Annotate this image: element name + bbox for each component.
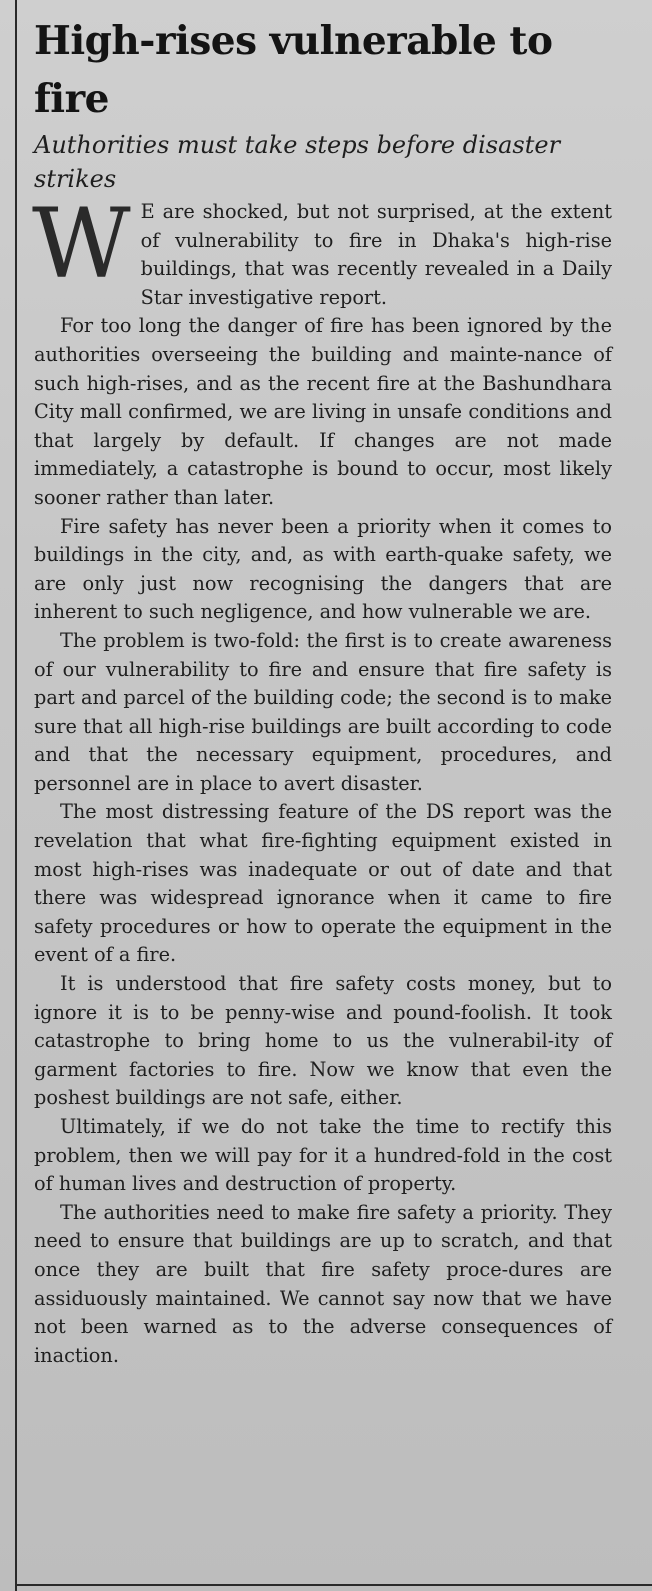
- paragraph-4: The problem is two-fold: the first is to create awareness of our vulnerability to fire and ensure that fire safety is part and parcel of the building code; the second is to make sure that all high-rise buildings are built according to code and that the necessary equipment, procedures, and personnel are in place to avert disaster.: [34, 628, 612, 795]
- paragraph-3: Fire safety has never been a priority when it comes to buildings in the city, and, as with earth-quake safety, we are only just now recognising the dangers that are inherent to such negligence, and how vulnerable we are.: [34, 514, 612, 624]
- drop-cap: W: [32, 188, 131, 300]
- paragraph-6: It is understood that fire safety costs money, but to ignore it is to be penny-wise and pound-foolish. It took catastrophe to bring home to us the vulnerabil-ity of garment factories to fire. Now we know that even the poshest buildings are not safe, either.: [34, 972, 612, 1110]
- paragraph-5: The most distressing feature of the DS report was the revelation that what fire-fighting equipment existed in most high-rises was inadequate or out of date and that there was widespread ignorance when it came to fire safety procedures or how to operate the equipment in the event of a fire.: [34, 800, 612, 967]
- paragraph-2: For too long the danger of fire has been ignored by the authorities overseeing the building and mainte-nance of such high-rises, and as the recent fire at the Bashundhara City mall confirmed, we are living in unsafe conditions and that largely by default. If changes are not made immediately, a catastrophe is bound to occur, most likely sooner rather than later.: [34, 314, 612, 509]
- paragraph-7: Ultimately, if we do not take the time to rectify this problem, then we will pay for it a hundred-fold in the cost of human lives and destruction of property.: [34, 1115, 612, 1196]
- headline: High-rises vulnerable to fire: [34, 18, 553, 122]
- paragraph-1: [32, 188, 612, 312]
- column-rule-left: [15, 0, 17, 1591]
- paragraph-8: The authorities need to make fire safety a priority. They need to ensure that buildings are up to scratch, and that once they are built that fire safety proce-dures are assiduously maintained. We cannot say now that we have not been warned as to the adverse consequences of inaction.: [34, 1200, 612, 1367]
- deck: Authorities must take steps before disaster strikes: [34, 131, 561, 193]
- paragraph-1-text: E are shocked, but not surprised, at the extent of vulnerability to fire in Dhaka's high-rise buildings, that was recently revealed in a Daily Star investigative report.: [140, 200, 612, 309]
- article-body: [32, 188, 612, 1370]
- column-rule-bottom: [15, 1584, 652, 1586]
- editorial-article: [34, 12, 612, 1370]
